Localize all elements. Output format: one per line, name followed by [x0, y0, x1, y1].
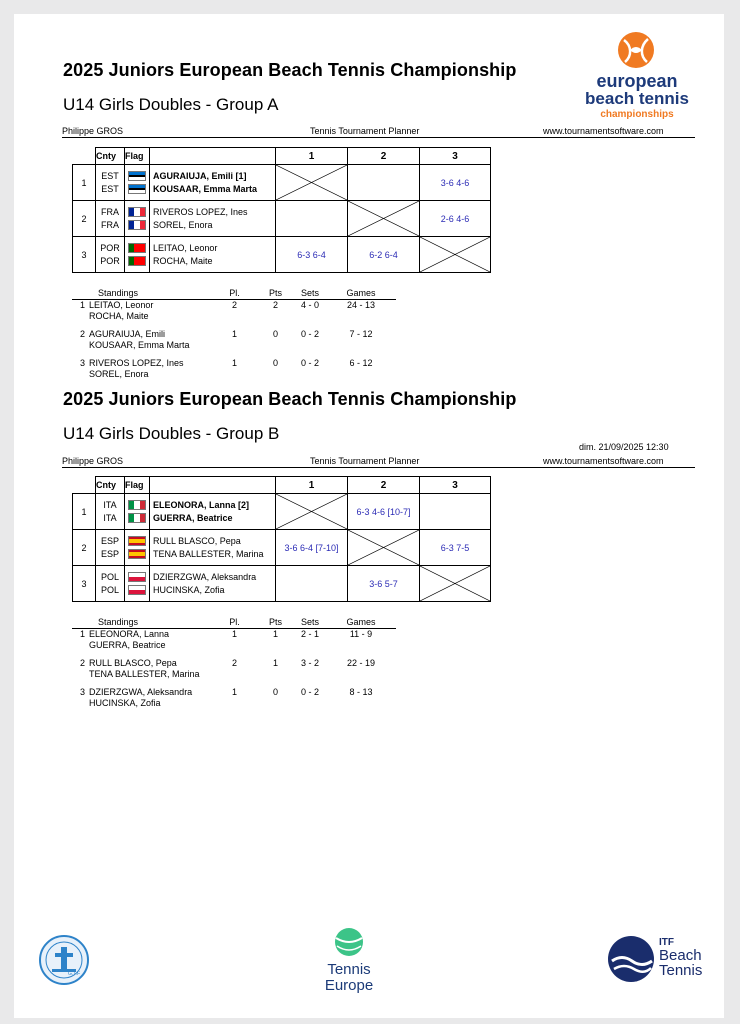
document-page: [14, 14, 724, 1018]
country-code: POR: [100, 242, 120, 253]
country-code: POL: [100, 584, 119, 595]
poland-flag-icon: [128, 572, 146, 582]
match-result: [348, 165, 420, 201]
match-result: 6-3 6-4: [276, 237, 348, 273]
country-code: EST: [101, 183, 119, 194]
group-a-divider: [62, 137, 695, 138]
match-result: [276, 566, 348, 602]
standings-row: [72, 658, 396, 669]
player-name: HUCINSKA, Zofia: [153, 584, 225, 595]
spain-flag-icon: [128, 536, 146, 546]
match-result: 6-3 4-6 [10-7]: [348, 494, 420, 530]
standings-played: 2: [231, 658, 237, 668]
standings-games: 8 - 13: [349, 687, 373, 697]
portugal-flag-icon: [128, 243, 146, 253]
estonia-flag-icon: [128, 171, 146, 181]
itf-line1: ITF: [659, 937, 674, 948]
standings-player: TENA BALLESTER, Marina: [89, 669, 200, 679]
draw-row: [73, 494, 491, 530]
self-match-cell: [420, 566, 491, 602]
standings-sets: 0 - 2: [300, 687, 319, 697]
france-flag-icon: [128, 207, 146, 217]
player-name: TENA BALLESTER, Marina: [153, 548, 264, 559]
standings-games: 7 - 12: [349, 329, 373, 339]
group-a-standings: [72, 288, 396, 380]
spain-flag-icon: [128, 549, 146, 559]
group-a-subtitle: U14 Girls Doubles - Group A: [63, 95, 279, 114]
italy-flag-icon: [128, 513, 146, 523]
country-code: POL: [100, 571, 119, 582]
poland-flag-icon: [128, 585, 146, 595]
portugal-flag-icon: [128, 256, 146, 266]
france-flag-icon: [128, 220, 146, 230]
tennis-europe-line1: Tennis: [327, 961, 371, 978]
standings-played: 1: [231, 329, 237, 339]
standings-rank: 2: [79, 658, 85, 668]
standings-sets: 4 - 0: [300, 300, 319, 310]
standings-header-pts: Pts: [257, 288, 294, 300]
player-name: RIVEROS LOPEZ, Ines: [153, 206, 248, 217]
standings-sets: 0 - 2: [300, 329, 319, 339]
standings-points: 1: [272, 629, 278, 639]
player-name: AGURAIUJA, Emili [1]: [153, 170, 247, 181]
column-header-1: 1: [276, 477, 348, 494]
standings-player: AGURAIUJA, Emili: [89, 329, 166, 339]
standings-row: [72, 300, 396, 312]
seal-logo: [38, 934, 90, 986]
draw-row: [73, 201, 491, 237]
player-name: GUERRA, Beatrice: [153, 512, 233, 523]
standings-rank: 3: [79, 358, 85, 368]
match-result: 3-6 5-7: [348, 566, 420, 602]
seed-number: 1: [73, 165, 96, 201]
player-name: SOREL, Enora: [153, 219, 213, 230]
standings-games: 11 - 9: [349, 629, 373, 639]
country-code: ESP: [100, 548, 119, 559]
standings-games: 22 - 19: [346, 658, 376, 668]
country-code: ESP: [100, 535, 119, 546]
column-header-2: 2: [348, 477, 420, 494]
seed-number: 2: [73, 530, 96, 566]
column-header-3: 3: [420, 148, 491, 165]
standings-header-pts: Pts: [257, 617, 294, 629]
standings-header: Standings: [85, 617, 212, 629]
standings-row: [72, 629, 396, 641]
match-result: 2-6 4-6: [420, 201, 491, 237]
standings-rank: 1: [79, 300, 85, 310]
standings-header-sets: Sets: [294, 617, 326, 629]
standings-header-pl: Pl.: [212, 617, 257, 629]
seed-number: 2: [73, 201, 96, 237]
group-a-title: 2025 Juniors European Beach Tennis Championship: [63, 60, 517, 80]
draw-row: [73, 566, 491, 602]
standings-player: SOREL, Enora: [89, 369, 149, 379]
standings-played: 1: [231, 687, 237, 697]
player-name: ELEONORA, Lanna [2]: [153, 499, 250, 510]
group-b-date: dim. 21/09/2025 12:30: [579, 442, 669, 452]
standings-sets: 3 - 2: [300, 658, 319, 668]
standings-played: 1: [231, 358, 237, 368]
match-result: 6-3 7-5: [420, 530, 491, 566]
standings-row: [72, 687, 396, 698]
match-result: 6-2 6-4: [348, 237, 420, 273]
standings-player: KOUSAAR, Emma Marta: [89, 340, 190, 350]
standings-header-pl: Pl.: [212, 288, 257, 300]
standings-games: 24 - 13: [346, 300, 376, 310]
standings-played: 1: [231, 629, 237, 639]
match-result: 3-6 4-6: [420, 165, 491, 201]
standings-sets: 2 - 1: [300, 629, 319, 639]
ball-icon: [616, 30, 656, 70]
group-b-divider: [62, 467, 695, 468]
draw-row: [73, 165, 491, 201]
standings-rank: 3: [79, 687, 85, 697]
group-a-draw-table: [72, 147, 491, 273]
standings-player: GUERRA, Beatrice: [89, 640, 166, 650]
tennis-europe-line2: Europe: [324, 977, 374, 994]
group-b-subtitle: U14 Girls Doubles - Group B: [63, 424, 280, 443]
standings-played: 2: [231, 300, 237, 310]
column-header-flag: Flag: [125, 148, 150, 165]
column-header-2: 2: [348, 148, 420, 165]
group-b-draw-table: [72, 476, 491, 602]
country-code: FRA: [101, 206, 119, 217]
self-match-cell: [420, 237, 491, 273]
group-a-referee: Philippe GROS: [62, 126, 124, 136]
country-code: ITA: [103, 499, 117, 510]
column-header-1: 1: [276, 148, 348, 165]
championship-logo-line1: european: [596, 71, 678, 91]
country-code: POR: [100, 255, 120, 266]
standings-header-games: Games: [326, 617, 396, 629]
standings-points: 1: [272, 658, 278, 668]
standings-player: HUCINSKA, Zofia: [89, 698, 161, 708]
standings-points: 0: [272, 687, 278, 697]
standings-player: ROCHA, Maite: [89, 311, 149, 321]
standings-rank: 2: [79, 329, 85, 339]
seed-number: 3: [73, 566, 96, 602]
player-name: RULL BLASCO, Pepa: [153, 535, 241, 546]
self-match-cell: [276, 165, 348, 201]
championship-logo-line3: championships: [600, 109, 674, 120]
standings-player: RULL BLASCO, Pepa: [89, 658, 177, 668]
tennis-europe-ball-icon: [333, 926, 365, 958]
match-result: [276, 201, 348, 237]
match-result: 3-6 6-4 [7-10]: [276, 530, 348, 566]
column-header-cnty: Cnty: [96, 148, 125, 165]
championship-logo: [570, 30, 704, 134]
column-header-cnty: Cnty: [96, 477, 125, 494]
player-name: DZIERZGWA, Aleksandra: [153, 571, 257, 582]
column-header-3: 3: [420, 477, 491, 494]
country-code: FRA: [101, 219, 119, 230]
standings-header-sets: Sets: [294, 288, 326, 300]
player-name: KOUSAAR, Emma Marta: [153, 183, 258, 194]
group-b-standings: [72, 617, 396, 709]
standings-header: Standings: [85, 288, 212, 300]
self-match-cell: [276, 494, 348, 530]
country-code: ITA: [103, 512, 117, 523]
group-b-planner: Tennis Tournament Planner: [310, 456, 420, 466]
tennis-europe-logo: [310, 926, 388, 1006]
itf-line2: Beach: [659, 947, 702, 964]
group-b-title: 2025 Juniors European Beach Tennis Championship: [63, 389, 517, 409]
standings-player: ELEONORA, Lanna: [89, 629, 170, 639]
match-result: [420, 494, 491, 530]
group-b-website: www.tournamentsoftware.com: [543, 456, 664, 466]
standings-row: [72, 358, 396, 369]
draw-row: [73, 237, 491, 273]
seed-number: 1: [73, 494, 96, 530]
standings-player: RIVEROS LOPEZ, Ines: [89, 358, 184, 368]
standings-header-games: Games: [326, 288, 396, 300]
group-b-referee: Philippe GROS: [62, 456, 124, 466]
player-name: ROCHA, Maite: [153, 255, 213, 266]
estonia-flag-icon: [128, 184, 146, 194]
standings-rank: 1: [79, 629, 85, 639]
seal-text: G.T.F: [68, 971, 81, 977]
standings-points: 0: [272, 358, 278, 368]
itf-beach-tennis-logo: [606, 934, 706, 984]
standings-row: [72, 329, 396, 340]
itf-line3: Tennis: [659, 962, 703, 979]
self-match-cell: [348, 530, 420, 566]
draw-row: [73, 530, 491, 566]
standings-points: 2: [272, 300, 278, 310]
itf-wave-icon: [606, 934, 656, 984]
standings-games: 6 - 12: [349, 358, 373, 368]
standings-points: 0: [272, 329, 278, 339]
group-a-planner: Tennis Tournament Planner: [310, 126, 420, 136]
standings-player: DZIERZGWA, Aleksandra: [89, 687, 193, 697]
column-header-flag: Flag: [125, 477, 150, 494]
standings-player: LEITAO, Leonor: [89, 300, 154, 310]
group-a-website: www.tournamentsoftware.com: [543, 126, 664, 136]
player-name: LEITAO, Leonor: [153, 242, 218, 253]
standings-sets: 0 - 2: [300, 358, 319, 368]
seed-number: 3: [73, 237, 96, 273]
italy-flag-icon: [128, 500, 146, 510]
self-match-cell: [348, 201, 420, 237]
country-code: EST: [101, 170, 119, 181]
championship-logo-line2: beach tennis: [585, 89, 689, 108]
